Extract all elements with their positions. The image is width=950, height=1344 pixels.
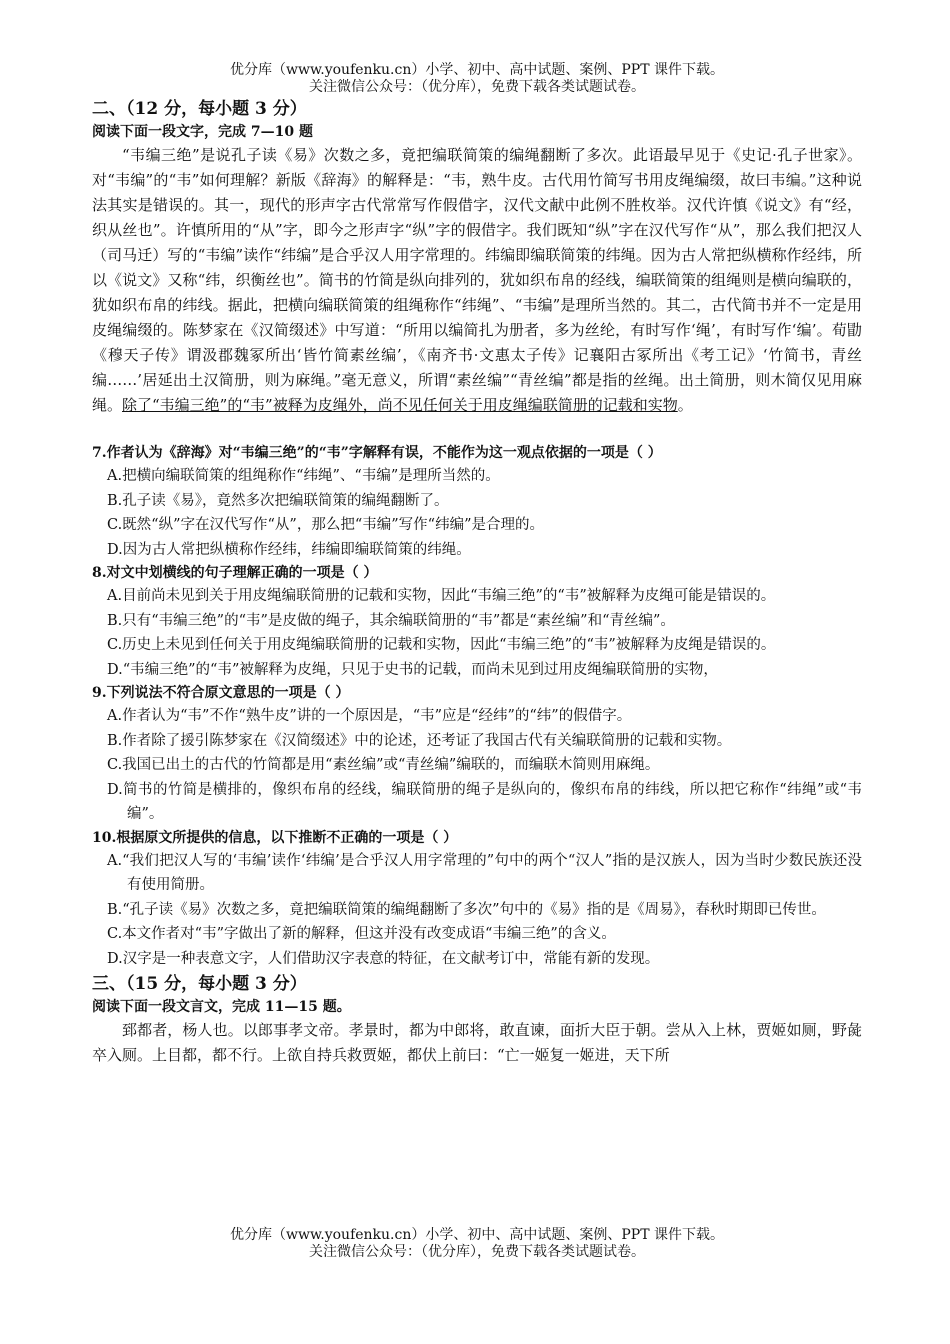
option-b: B.“孔子读《易》次数之多，竟把编联简策的编绳翻断了多次”句中的《易》指的是《周易》，春秋时期即已传世。	[107, 901, 826, 918]
option-d: D.因为古人常把纵横称作经纬，纬编即编联简策的纬绳。	[107, 541, 471, 558]
question-10	[92, 827, 862, 972]
section-3-instruction: 阅读下面一段文言文，完成 11—15 题。	[92, 999, 351, 1015]
option-c: C.本文作者对“韦”字做出了新的解释，但这并没有改变成语“韦编三绝”的含义。	[107, 926, 616, 942]
option-c: C.历史上未见到任何关于用皮绳编联简册的记载和实物，因此“韦编三绝”的“韦”被解释为皮绳是错误的。	[107, 637, 776, 653]
footer-line-1: 优分库（www.youfenku.cn）小学、初中、高中试题、案例、PPT 课件下载。	[229, 1227, 724, 1243]
question-stem: 8.对文中划横线的句子理解正确的一项是（ ）	[92, 565, 378, 581]
option-c: C.既然“纵”字在汉代写作“从”，那么把“韦编”写作“纬编”是合理的。	[107, 517, 544, 533]
page-header	[92, 62, 862, 96]
header-line-2: 关注微信公众号：（优分库），免费下载各类试题试卷。	[309, 79, 645, 95]
passage-main-text: “韦编三绝”是说孔子读《易》次数之多，竟把编联简策的编绳翻断了多次。此语最早见于《史记·孔子世家》。对“韦编”的“韦”如何理解？新版《辞海》的解释是：“韦，熟牛皮。古代用竹简写书用皮绳编缀，故曰韦编。”这种说法其实是错误的。其一，现代的形声字古代常常写作假借字，汉代文献中此例不胜枚举。汉代许慎《说文》有“经，织从丝也”。许慎所用的“从”字，即今之形声字“纵”字的假借字。我们既知“纵”字在汉代写作“从”，那么我们把汉人（司马迁）写的“韦编”读作“纬编”是合乎汉人用字常理的。纬编即编联简策的纬绳。因为古人常把纵横称作经纬，所以《说文》又称“纬，织衡丝也”。简书的竹简是纵向排列的，犹如织布帛的经线，编联简策的组绳则是横向编联的，犹如织布帛的纬线。据此，把横向编联简策的组绳称作“纬绳”、“韦编”是理所当然的。其二，古代简书并不一定是用皮绳编缀的。陈梦家在《汉简缀述》中写道：“所用以编简扎为册者，多为丝纶，有时写作‘绳’，有时写作‘编’。荀勖《穆天子传》谓汲郡魏冢所出‘皆竹简素丝编’，《南齐书·文惠太子传》记襄阳古冢所出《考工记》‘竹简书，青丝编……’居延出土汉简册，则为麻绳。”毫无意义，所谓“素丝编”“青丝编”都是指的丝绳。出土简册，则木简仅见用麻绳。	[92, 146, 862, 414]
option-a: A.“我们把汉人写的‘韦编’读作‘纬编’是合乎汉人用字常理的”句中的两个“汉人”指的是汉族人，因为当时少数民族还没有使用简册。	[107, 852, 862, 893]
section-2-passage	[92, 143, 862, 418]
header-line-1: 优分库（www.youfenku.cn）小学、初中、高中试题、案例、PPT 课件下载。	[229, 62, 724, 78]
option-b: B.只有“韦编三绝”的“韦”是皮做的绳子，其余编联简册的“韦”都是“素丝编”和“青丝编”。	[107, 612, 675, 629]
spacer	[92, 418, 862, 442]
question-8	[92, 562, 862, 682]
option-d: D.汉字是一种表意文字，人们借助汉字表意的特征，在文献考订中，常能有新的发现。	[107, 950, 660, 967]
option-a: A.作者认为“韦”不作“熟牛皮”讲的一个原因是，“韦”应是“经纬”的“纬”的假借字。	[107, 708, 632, 724]
section-3-passage: 郅都者，杨人也。以郎事孝文帝。孝景时，都为中郎将，敢直谏，面折大臣于朝。尝从入上林，贾姬如厕，野彘卒入厕。上目都，都不行。上欲自持兵救贾姬，都伏上前曰：“亡一姬复一姬进，天下所	[92, 1021, 862, 1064]
underlined-sentence: 除了“韦编三绝”的“韦”被释为皮绳外，尚不见任何关于用皮绳编联简册的记载和实物	[122, 396, 678, 414]
question-9	[92, 682, 862, 827]
section-3-title: 三、（15 分，每小题 3 分）	[92, 974, 307, 994]
footer-line-2: 关注微信公众号：（优分库），免费下载各类试题试卷。	[309, 1244, 645, 1260]
option-c: C.我国已出土的古代的竹简都是用“素丝编”或“青丝编”编联的，而编联木简则用麻绳。	[107, 757, 660, 773]
option-a: A.目前尚未见到关于用皮绳编联简册的记载和实物，因此“韦编三绝”的“韦”被解释为皮绳可能是错误的。	[107, 588, 776, 604]
option-d: D.简书的竹简是横排的，像织布帛的经线，编联简册的绳子是纵向的，像织布帛的纬线，所以把它称作“纬绳”或“韦编”。	[107, 781, 862, 822]
option-b: B.孔子读《易》，竟然多次把编联简策的编绳翻断了。	[107, 492, 449, 509]
section-2-title: 二、（12 分，每小题 3 分）	[92, 99, 307, 119]
page-footer	[92, 1227, 862, 1261]
question-stem: 9.下列说法不符合原文意思的一项是（ ）	[92, 685, 350, 701]
section-2-instruction: 阅读下面一段文字，完成 7—10 题	[92, 124, 313, 140]
option-d: D.“韦编三绝”的“韦”被解释为皮绳，只见于史书的记载，而尚未见到过用皮绳编联简册的实物，	[107, 661, 718, 678]
passage-end: 。	[677, 396, 693, 414]
option-a: A.把横向编联简策的组绳称作“纬绳”、“韦编”是理所当然的。	[107, 468, 500, 484]
document-page	[92, 62, 862, 1068]
question-7	[92, 442, 862, 562]
question-stem: 10.根据原文所提供的信息，以下推断不正确的一项是（ ）	[92, 829, 458, 846]
option-b: B.作者除了援引陈梦家在《汉简缀述》中的论述，还考证了我国古代有关编联简册的记载和实物。	[107, 732, 732, 749]
question-stem: 7.作者认为《辞海》对“韦编三绝”的“韦”字解释有误，不能作为这一观点依据的一项是（ ）	[92, 445, 662, 461]
